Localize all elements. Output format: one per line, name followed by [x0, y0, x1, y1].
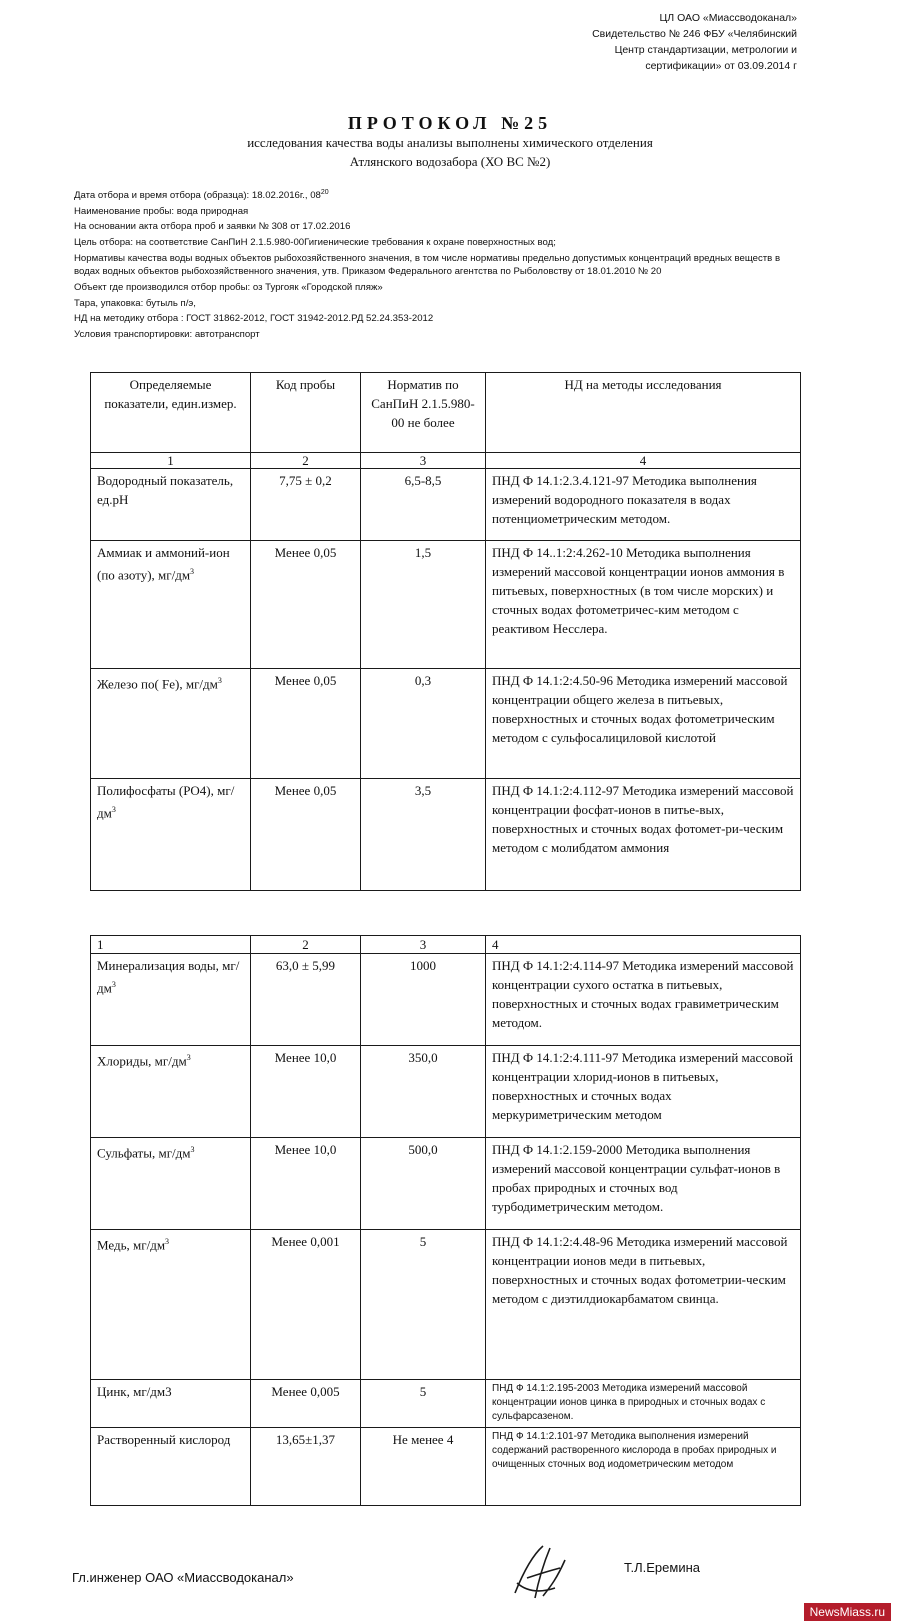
method-reference: ПНД Ф 14.1:2:4.48-96 Методика измерений массовой концентрации ионов меди в питьевых, поверхностных и сточных водах фотометрии-ческим методом с диэтилдиокарбаматом свинца.	[486, 1230, 801, 1380]
indicator-name: Растворенный кислород	[91, 1428, 251, 1506]
cube-superscript: 3	[186, 1053, 191, 1062]
sample-value: 13,65±1,37	[251, 1428, 361, 1506]
indicator-name	[91, 669, 251, 779]
indicator-name	[91, 1230, 251, 1380]
signature-block	[0, 1560, 900, 1620]
indicator-name	[91, 1046, 251, 1138]
table-row	[91, 541, 801, 669]
results-table-2	[90, 935, 801, 1506]
sample-value: Менее 0,001	[251, 1230, 361, 1380]
sample-date-minutes: 20	[320, 189, 329, 196]
indicator-name-text: Железо по( Fe), мг/дм	[97, 676, 218, 692]
indicator-name-text: Полифосфаты (PO4), мг/дм	[97, 783, 235, 821]
method-reference: ПНД Ф 14.1:2.195-2003 Методика измерений массовой концентрации ионов цинка в природных и сточных водах с сульфарсазеном.	[486, 1380, 801, 1428]
lab-header-line: ЦЛ ОАО «Миассводоканал»	[659, 12, 797, 24]
sample-object: Объект где производился отбор пробы: оз Тургояк «Городской пляж»	[74, 281, 383, 293]
cube-superscript: 3	[217, 676, 222, 685]
norm-value: 1,5	[361, 541, 486, 669]
norm-value: 0,3	[361, 669, 486, 779]
sample-date	[74, 186, 784, 203]
table-row	[91, 1428, 801, 1506]
sample-tara: Тара, упаковка: бутыль п/э,	[74, 297, 196, 309]
table-row	[91, 954, 801, 1046]
method-reference: ПНД Ф 14.1:2:4.111-97 Методика измерений массовой концентрации хлорид-ионов в питьевых, поверхностных и сточных водах меркуриметрическим методом	[486, 1046, 801, 1138]
column-number: 4	[486, 453, 801, 469]
table-row	[91, 779, 801, 891]
norm-value: 5	[361, 1380, 486, 1428]
cube-superscript: 3	[165, 1237, 170, 1246]
indicator-name	[91, 779, 251, 891]
norm-value: 5	[361, 1230, 486, 1380]
sample-value: Менее 10,0	[251, 1046, 361, 1138]
sample-value: Менее 0,005	[251, 1380, 361, 1428]
column-header: НД на методы исследования	[486, 373, 801, 453]
subtitle-line: Атлянского водозабора (ХО ВС №2)	[349, 154, 551, 169]
column-header: Код пробы	[251, 373, 361, 453]
method-reference: ПНД Ф 14.1:2.101-97 Методика выполнения измерений содержаний растворенного кислорода в пробах природных и очищенных сточных вод иодометрическим методом	[486, 1428, 801, 1506]
subtitle-line: исследования качества воды анализы выполнены химического отделения	[247, 135, 653, 150]
cube-superscript: 3	[190, 567, 195, 576]
lab-header-line: Свидетельство № 246 ФБУ «Челябинский	[592, 28, 797, 40]
column-header: Определяемые показатели, един.измер.	[91, 373, 251, 453]
method-reference: ПНД Ф 14.1:2.3.4.121-97 Методика выполнения измерений водородного показателя в водах потенциометрическим методом.	[486, 469, 801, 541]
norm-value: 1000	[361, 954, 486, 1046]
sample-purpose: Цель отбора: на соответствие СанПиН 2.1.5.980-00Гигиенические требования к охране поверхностных вод;	[74, 236, 556, 248]
lab-header	[467, 10, 797, 74]
sample-name: Наименование пробы: вода природная	[74, 205, 249, 217]
sample-nd: НД на методику отбора : ГОСТ 31862-2012, ГОСТ 31942-2012.РД 52.24.353-2012	[74, 313, 434, 325]
column-number: 1	[91, 936, 251, 954]
table-row	[91, 1138, 801, 1230]
column-number-row	[91, 936, 801, 954]
sample-value: 63,0 ± 5,99	[251, 954, 361, 1046]
indicator-name	[91, 954, 251, 1046]
method-reference: ПНД Ф 14.1:2.159-2000 Методика выполнения измерений массовой концентрации сульфат-ионов в пробах природных и сточных вод турбодиметрическим методом.	[486, 1138, 801, 1230]
handwritten-signature	[505, 1538, 575, 1608]
indicator-name: Водородный показатель, ед.pH	[91, 469, 251, 541]
norm-value: 500,0	[361, 1138, 486, 1230]
cube-superscript: 3	[111, 980, 116, 989]
indicator-name-text: Аммиак и аммоний-ион (по азоту), мг/дм	[97, 545, 230, 583]
cube-superscript: 3	[190, 1145, 195, 1154]
column-number: 2	[251, 453, 361, 469]
method-reference: ПНД Ф 14.1:2:4.50-96 Методика измерений массовой концентрации общего железа в питьевых, поверхностных и сточных водах фотометрическим методом с сульфосалициловой кислотой	[486, 669, 801, 779]
method-reference: ПНД Ф 14.1:2:4.112-97 Методика измерений массовой концентрации фосфат-ионов в питье-вых, поверхностных и сточных водах фотомет-ри-ческим методом с молибдатом аммония	[486, 779, 801, 891]
table-row	[91, 469, 801, 541]
table-header-row	[91, 373, 801, 453]
norm-value: Не менее 4	[361, 1428, 486, 1506]
indicator-name-text: Минерализация воды, мг/дм	[97, 958, 240, 996]
signer-name: Т.Л.Еремина	[624, 1560, 700, 1575]
indicator-name: Цинк, мг/дм3	[91, 1380, 251, 1428]
method-reference: ПНД Ф 14..1:2:4.262-10 Методика выполнения измерений массовой концентрации ионов аммония в питьевых, поверхностных (в том числе морских) и сточных водах фотометричес-ким методом с реактивом Несслера.	[486, 541, 801, 669]
column-number-row	[91, 453, 801, 469]
indicator-name	[91, 1138, 251, 1230]
sample-date-text: Дата отбора и время отбора (образца): 18.02.2016г., 08	[74, 190, 321, 202]
column-number: 1	[91, 453, 251, 469]
column-header: Норматив по СанПиН 2.1.5.980-00 не более	[361, 373, 486, 453]
table-row	[91, 1230, 801, 1380]
column-number: 2	[251, 936, 361, 954]
watermark-badge: NewsMiass.ru	[804, 1603, 891, 1621]
column-number: 3	[361, 936, 486, 954]
table-row	[91, 1046, 801, 1138]
results-table-1	[90, 372, 801, 891]
table-row	[91, 669, 801, 779]
protocol-title: ПРОТОКОЛ №25	[347, 113, 553, 133]
indicator-name-text: Сульфаты, мг/дм	[97, 1145, 191, 1161]
protocol-subtitle	[0, 133, 900, 171]
sample-transport: Условия транспортировки: автотранспорт	[74, 328, 260, 340]
sample-value: Менее 0,05	[251, 669, 361, 779]
cube-superscript: 3	[111, 805, 116, 814]
indicator-name-text: Хлориды, мг/дм	[97, 1053, 187, 1069]
norm-value: 6,5-8,5	[361, 469, 486, 541]
sample-value: Менее 0,05	[251, 779, 361, 891]
sample-basis: На основании акта отбора проб и заявки № 308 от 17.02.2016	[74, 221, 351, 233]
sample-value: Менее 10,0	[251, 1138, 361, 1230]
norm-value: 3,5	[361, 779, 486, 891]
indicator-name	[91, 541, 251, 669]
table-row	[91, 1380, 801, 1428]
signer-position: Гл.инженер ОАО «Миассводоканал»	[72, 1570, 294, 1585]
method-reference: ПНД Ф 14.1:2:4.114-97 Методика измерений массовой концентрации сухого остатка в питьевых, поверхностных и сточных водах гравиметрическим методом.	[486, 954, 801, 1046]
column-number: 3	[361, 453, 486, 469]
lab-header-line: Центр стандартизации, метрологии и	[614, 44, 797, 56]
norm-value: 350,0	[361, 1046, 486, 1138]
sample-info	[74, 186, 784, 343]
column-number: 4	[486, 936, 801, 954]
sample-value: 7,75 ± 0,2	[251, 469, 361, 541]
sample-norms: Нормативы качества воды водных объектов рыбохозяйственного значения, в том числе нормативы предельно допустимых концентраций вредных веществ в водах водных объектов рыбохозяйственного значения, утв. Приказом Федерального агентства по Рыболовству от 18.01.2010 № 20	[74, 252, 781, 278]
lab-header-line: сертификации» от 03.09.2014 г	[645, 60, 797, 72]
indicator-name-text: Медь, мг/дм	[97, 1237, 166, 1253]
sample-value: Менее 0,05	[251, 541, 361, 669]
